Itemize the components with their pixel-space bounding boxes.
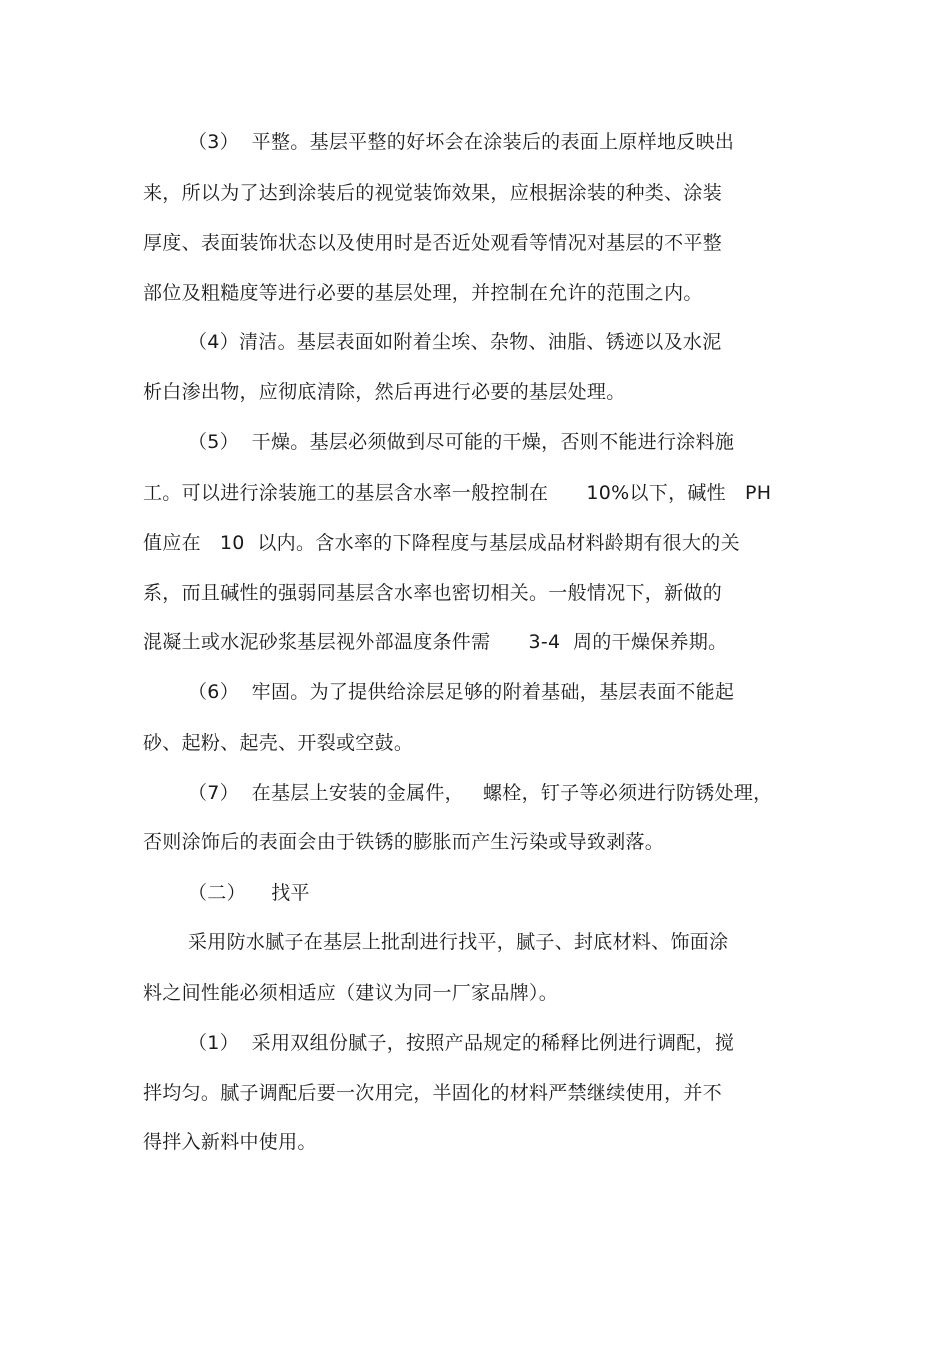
text-line: （3） 平整。基层平整的好坏会在涂装后的表面上原样地反映出: [188, 131, 735, 153]
text-line: 拌均匀。腻子调配后要一次用完，半固化的材料严禁继续使用，并不: [143, 1082, 723, 1104]
text-line: 厚度、表面装饰状态以及使用时是否近处观看等情况对基层的不平整: [143, 232, 723, 254]
text-line: 系，而且碱性的强弱同基层含水率也密切相关。一般情况下，新做的: [143, 582, 723, 604]
text-line: （7） 在基层上安装的金属件， 螺栓，钉子等必须进行防锈处理，: [188, 782, 773, 804]
text-line: （4）清洁。基层表面如附着尘埃、杂物、油脂、锈迹以及水泥: [188, 331, 722, 353]
text-line: 砂、起粉、起壳、开裂或空鼓。: [143, 732, 414, 754]
text-line: 工。可以进行涂装施工的基层含水率一般控制在 10%以下，碱性 PH: [143, 482, 772, 504]
text-line: 得拌入新料中使用。: [143, 1131, 317, 1153]
text-line: 部位及粗糙度等进行必要的基层处理，并控制在允许的范围之内。: [143, 282, 703, 304]
text-line: 料之间性能必须相适应（建议为同一厂家品牌）。: [143, 982, 559, 1004]
text-line: （1） 采用双组份腻子，按照产品规定的稀释比例进行调配，搅: [188, 1032, 735, 1054]
text-line: （5） 干燥。基层必须做到尽可能的干燥，否则不能进行涂料施: [188, 431, 735, 453]
text-line: 值应在 10 以内。含水率的下降程度与基层成品材料龄期有很大的关: [143, 532, 740, 554]
text-line: 析白渗出物，应彻底清除，然后再进行必要的基层处理。: [143, 381, 626, 403]
section-heading: （二） 找平: [188, 882, 310, 904]
text-line: 混凝土或水泥砂浆基层视外部温度条件需 3-4 周的干燥保养期。: [143, 631, 728, 653]
text-line: 否则涂饰后的表面会由于铁锈的膨胀而产生污染或导致剥落。: [143, 831, 665, 853]
text-line: （6） 牢固。为了提供给涂层足够的附着基础，基层表面不能起: [188, 681, 735, 703]
text-line: 采用防水腻子在基层上批刮进行找平，腻子、封底材料、饰面涂: [188, 931, 729, 953]
text-line: 来，所以为了达到涂装后的视觉装饰效果，应根据涂装的种类、涂装: [143, 182, 723, 204]
